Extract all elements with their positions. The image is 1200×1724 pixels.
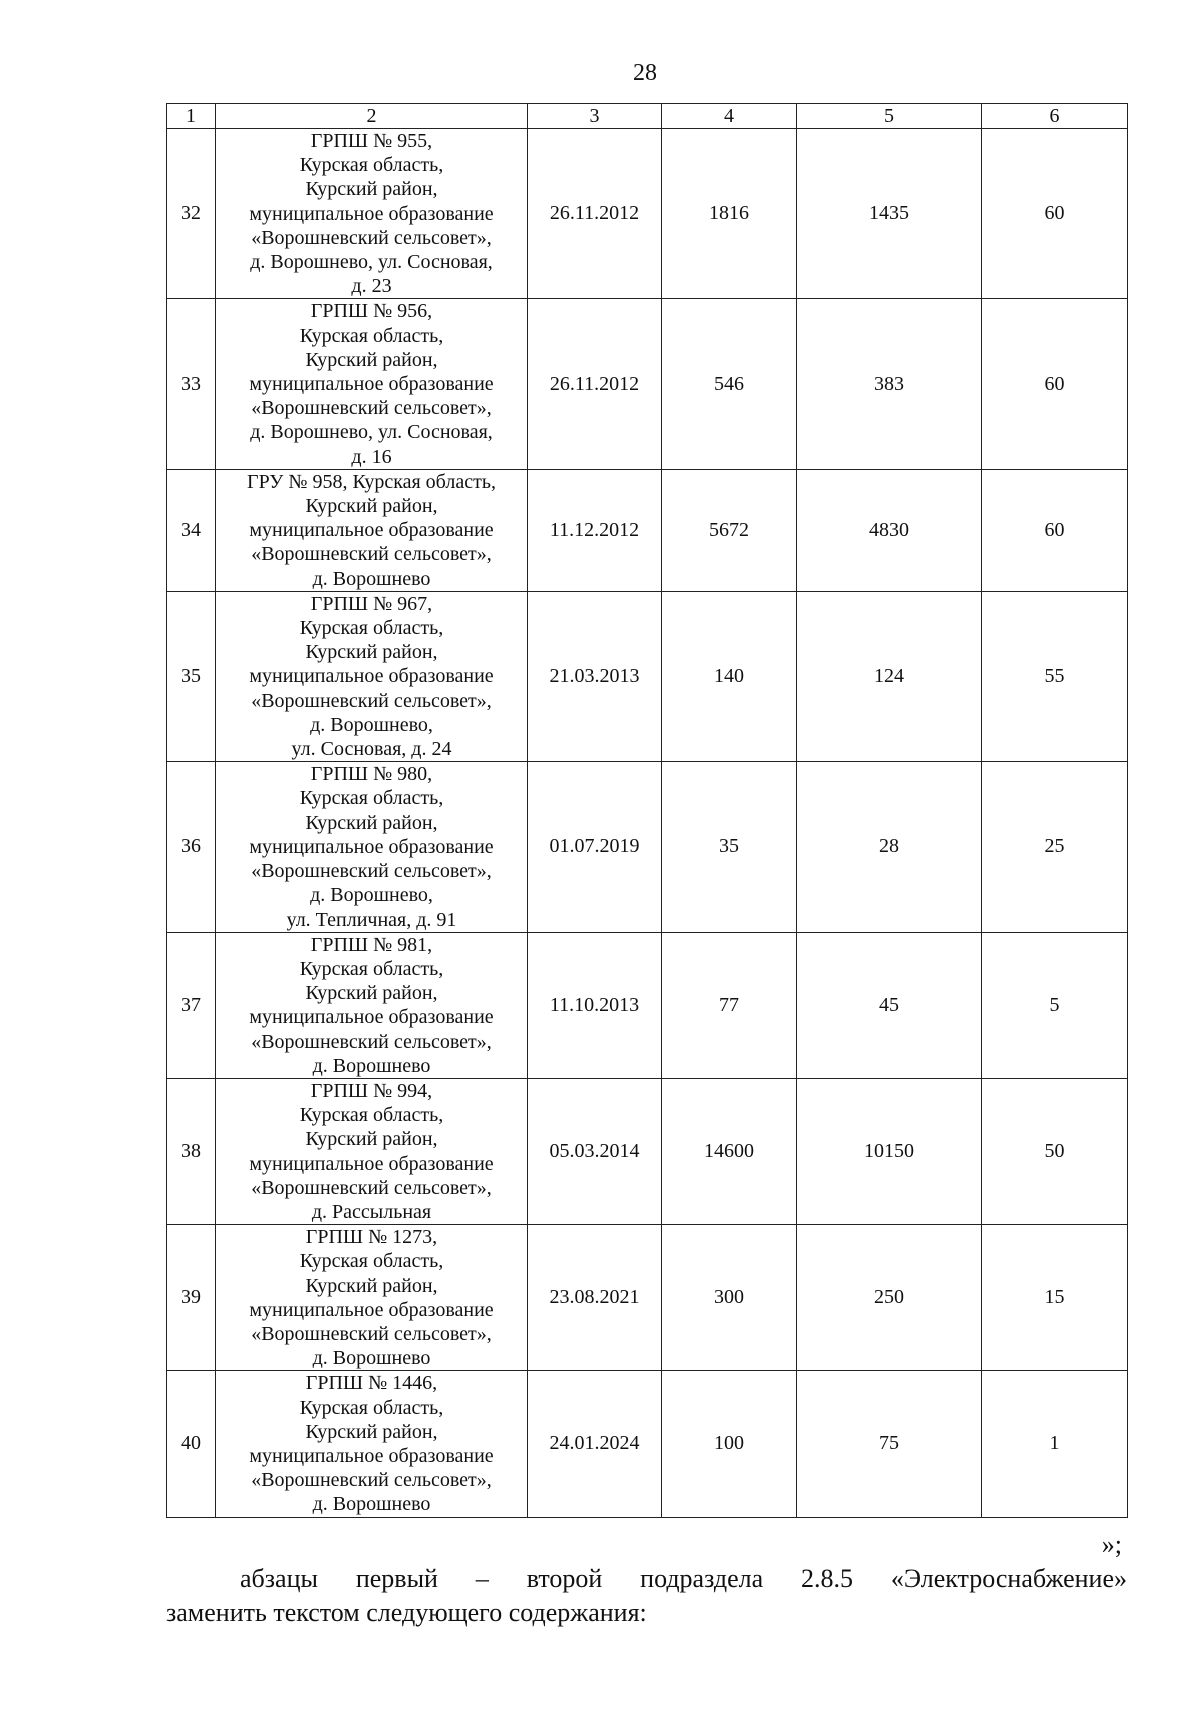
address-line: ГРПШ № 1273, bbox=[305, 1226, 438, 1249]
address-line: д. 16 bbox=[351, 445, 392, 468]
column-4-cell: 140 bbox=[662, 591, 797, 761]
address-line: Курская область, bbox=[299, 1396, 444, 1419]
address-line: муниципальное образование bbox=[249, 1006, 494, 1029]
row-number-cell: 36 bbox=[167, 762, 216, 932]
address-line: ГРПШ № 956, bbox=[310, 300, 433, 323]
column-4-cell: 5672 bbox=[662, 469, 797, 591]
column-6-cell: 15 bbox=[982, 1225, 1128, 1371]
column-6-cell: 5 bbox=[982, 932, 1128, 1078]
address-line: «Ворошневский сельсовет», bbox=[251, 397, 492, 420]
column-5-cell: 250 bbox=[797, 1225, 982, 1371]
paragraph-line: заменить текстом следующего содержания: bbox=[166, 1598, 647, 1627]
column-5-cell: 124 bbox=[797, 591, 982, 761]
address-line: ГРПШ № 994, bbox=[310, 1079, 433, 1102]
column-5-cell: 383 bbox=[797, 299, 982, 469]
address-line: Курский район, bbox=[305, 982, 438, 1005]
column-4-cell: 1816 bbox=[662, 129, 797, 299]
column-header: 5 bbox=[797, 104, 982, 129]
address-line: муниципальное образование bbox=[249, 1298, 494, 1321]
column-header: 2 bbox=[216, 104, 528, 129]
date-cell: 26.11.2012 bbox=[528, 299, 662, 469]
table-body bbox=[167, 104, 1128, 1518]
date-cell: 24.01.2024 bbox=[528, 1371, 662, 1517]
date-cell: 05.03.2014 bbox=[528, 1078, 662, 1224]
address-line: муниципальное образование bbox=[249, 1444, 494, 1467]
address-cell bbox=[216, 469, 528, 591]
address-line: ГРПШ № 981, bbox=[310, 933, 433, 956]
table-row bbox=[167, 932, 1128, 1078]
address-line: ГРПШ № 967, bbox=[310, 592, 433, 615]
address-line: Курский район, bbox=[305, 811, 438, 834]
column-4-cell: 14600 bbox=[662, 1078, 797, 1224]
address-line: ул. Сосновая, д. 24 bbox=[291, 738, 452, 761]
table-row bbox=[167, 1371, 1128, 1517]
address-line: муниципальное образование bbox=[249, 835, 494, 858]
row-number-cell: 32 bbox=[167, 129, 216, 299]
address-line: Курский район, bbox=[305, 348, 438, 371]
column-5-cell: 75 bbox=[797, 1371, 982, 1517]
table-row bbox=[167, 1225, 1128, 1371]
column-6-cell: 25 bbox=[982, 762, 1128, 932]
page-number: 28 bbox=[633, 60, 657, 86]
address-line: «Ворошневский сельсовет», bbox=[251, 1030, 492, 1053]
address-line: д. Ворошнево, ул. Сосновая, bbox=[250, 251, 493, 274]
row-number-cell: 39 bbox=[167, 1225, 216, 1371]
address-line: ГРПШ № 1446, bbox=[305, 1372, 438, 1395]
address-line: Курский район, bbox=[305, 495, 438, 518]
row-number-cell: 40 bbox=[167, 1371, 216, 1517]
table-row bbox=[167, 469, 1128, 591]
address-line: ГРУ № 958, Курская область, bbox=[247, 470, 496, 493]
address-line: Курский район, bbox=[305, 1128, 438, 1151]
column-header: 4 bbox=[662, 104, 797, 129]
address-line: Курская область, bbox=[299, 1104, 444, 1127]
address-cell bbox=[216, 1371, 528, 1517]
date-cell: 11.12.2012 bbox=[528, 469, 662, 591]
address-line: д. 23 bbox=[351, 275, 392, 298]
address-line: д. Ворошнево, ул. Сосновая, bbox=[250, 421, 493, 444]
column-5-cell: 10150 bbox=[797, 1078, 982, 1224]
date-cell: 23.08.2021 bbox=[528, 1225, 662, 1371]
date-cell: 01.07.2019 bbox=[528, 762, 662, 932]
address-line: д. Ворошнево, bbox=[310, 713, 433, 736]
column-4-cell: 77 bbox=[662, 932, 797, 1078]
address-line: Курская область, bbox=[299, 154, 444, 177]
date-cell: 11.10.2013 bbox=[528, 932, 662, 1078]
address-line: муниципальное образование bbox=[249, 519, 494, 542]
address-line: Курская область, bbox=[299, 957, 444, 980]
address-line: муниципальное образование bbox=[249, 665, 494, 688]
table-row bbox=[167, 1078, 1128, 1224]
column-4-cell: 35 bbox=[662, 762, 797, 932]
address-line: д. Ворошнево bbox=[312, 1347, 431, 1370]
column-6-cell: 50 bbox=[982, 1078, 1128, 1224]
address-line: ГРПШ № 955, bbox=[310, 130, 433, 152]
address-line: Курская область, bbox=[299, 617, 444, 640]
row-number-cell: 38 bbox=[167, 1078, 216, 1224]
date-cell: 26.11.2012 bbox=[528, 129, 662, 299]
column-6-cell: 60 bbox=[982, 469, 1128, 591]
column-6-cell: 1 bbox=[982, 1371, 1128, 1517]
address-cell bbox=[216, 1225, 528, 1371]
column-6-cell: 60 bbox=[982, 299, 1128, 469]
date-cell: 21.03.2013 bbox=[528, 591, 662, 761]
address-line: Курская область, bbox=[299, 787, 444, 810]
column-header: 1 bbox=[167, 104, 216, 129]
table-row bbox=[167, 299, 1128, 469]
column-4-cell: 300 bbox=[662, 1225, 797, 1371]
address-line: «Ворошневский сельсовет», bbox=[251, 1322, 492, 1345]
address-cell bbox=[216, 129, 528, 299]
address-cell bbox=[216, 932, 528, 1078]
table-row bbox=[167, 129, 1128, 299]
column-4-cell: 100 bbox=[662, 1371, 797, 1517]
row-number-cell: 35 bbox=[167, 591, 216, 761]
address-line: ГРПШ № 980, bbox=[310, 763, 433, 786]
table-row bbox=[167, 591, 1128, 761]
gas-facilities-table bbox=[166, 103, 1128, 1518]
row-number-cell: 34 bbox=[167, 469, 216, 591]
table-header-row bbox=[167, 104, 1128, 129]
column-5-cell: 45 bbox=[797, 932, 982, 1078]
row-number-cell: 33 bbox=[167, 299, 216, 469]
column-5-cell: 28 bbox=[797, 762, 982, 932]
address-line: Курский район, bbox=[305, 1274, 438, 1297]
column-5-cell: 4830 bbox=[797, 469, 982, 591]
address-line: муниципальное образование bbox=[249, 202, 494, 225]
address-cell bbox=[216, 762, 528, 932]
address-line: Курский район, bbox=[305, 1420, 438, 1443]
table-row bbox=[167, 762, 1128, 932]
address-line: «Ворошневский сельсовет», bbox=[251, 1176, 492, 1199]
address-line: «Ворошневский сельсовет», bbox=[251, 1469, 492, 1492]
address-line: д. Ворошнево bbox=[312, 1493, 431, 1516]
address-line: «Ворошневский сельсовет», bbox=[251, 226, 492, 249]
address-cell bbox=[216, 1078, 528, 1224]
address-line: Курская область, bbox=[299, 1250, 444, 1273]
address-line: «Ворошневский сельсовет», bbox=[251, 860, 492, 883]
column-5-cell: 1435 bbox=[797, 129, 982, 299]
address-line: ул. Тепличная, д. 91 bbox=[286, 908, 457, 931]
column-6-cell: 60 bbox=[982, 129, 1128, 299]
address-line: «Ворошневский сельсовет», bbox=[251, 689, 492, 712]
address-cell bbox=[216, 591, 528, 761]
amendment-paragraph bbox=[166, 1562, 1127, 1630]
address-line: д. Ворошнево bbox=[312, 567, 431, 590]
address-line: д. Рассыльная bbox=[311, 1200, 432, 1223]
column-6-cell: 55 bbox=[982, 591, 1128, 761]
column-4-cell: 546 bbox=[662, 299, 797, 469]
address-line: «Ворошневский сельсовет», bbox=[251, 543, 492, 566]
address-line: муниципальное образование bbox=[249, 373, 494, 396]
address-line: д. Ворошнево, bbox=[310, 884, 433, 907]
paragraph-line: абзацы первый – второй подраздела 2.8.5 «Электроснабжение» bbox=[240, 1564, 1127, 1593]
address-cell bbox=[216, 299, 528, 469]
address-line: Курская область, bbox=[299, 324, 444, 347]
address-line: муниципальное образование bbox=[249, 1152, 494, 1175]
address-line: Курский район, bbox=[305, 641, 438, 664]
closing-quote: »; bbox=[1101, 1530, 1122, 1559]
address-line: Курский район, bbox=[305, 178, 438, 201]
row-number-cell: 37 bbox=[167, 932, 216, 1078]
address-line: д. Ворошнево bbox=[312, 1054, 431, 1077]
column-header: 6 bbox=[982, 104, 1128, 129]
column-header: 3 bbox=[528, 104, 662, 129]
